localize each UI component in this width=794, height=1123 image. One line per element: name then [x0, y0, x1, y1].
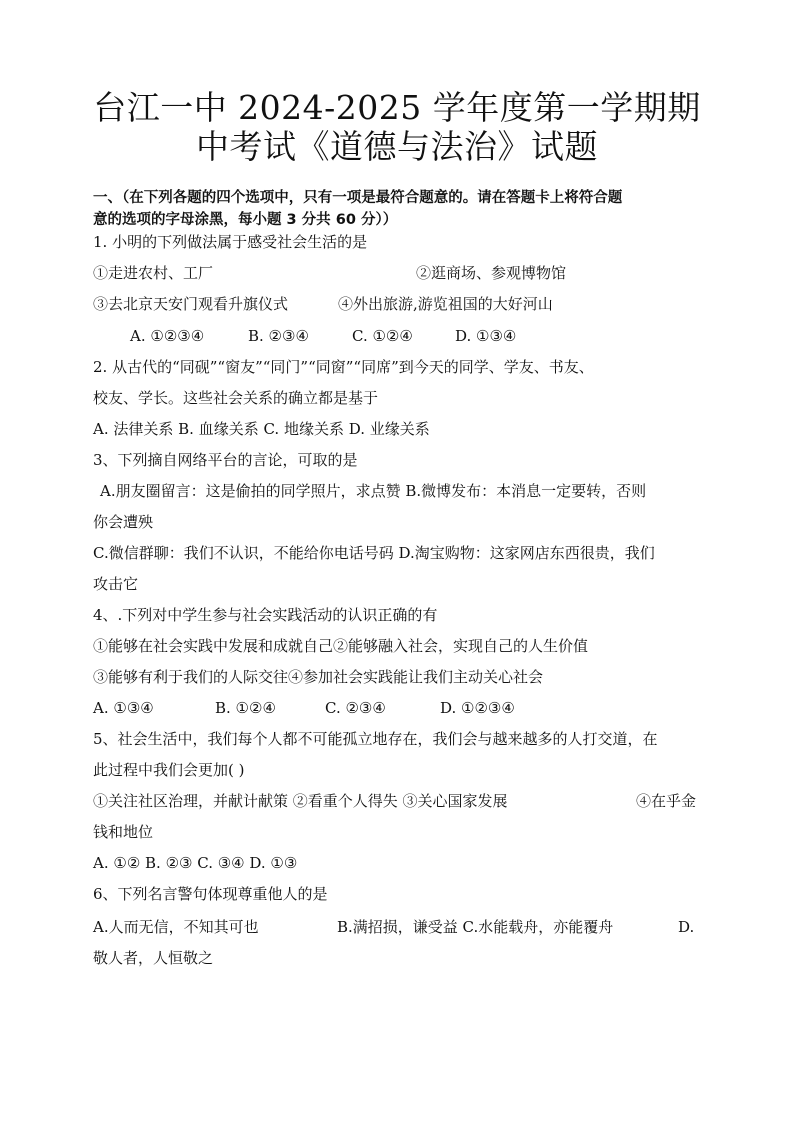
- q1-option-d: D. ①③④: [455, 327, 517, 345]
- q2-stem-line-1: 2. 从古代的“同砚”“窗友”“同门”“同窗”“同席”到今天的同学、学友、书友、: [93, 358, 594, 376]
- q2-stem-line-2: 校友、学长。这些社会关系的确立都是基于: [93, 389, 379, 407]
- section-instruction-line-1: 一、（在下列各题的四个选项中，只有一项是最符合题意的。请在答题卡上将符合题: [93, 190, 623, 206]
- q4-stem: 4、.下列对中学生参与社会实践活动的认识正确的有: [93, 606, 438, 624]
- exam-title-line-1: 台江一中 2024-2025 学年度第一学期期: [93, 88, 701, 127]
- q3-stem: 3、下列摘自网络平台的言论，可取的是: [93, 451, 358, 469]
- q1-item-4: ④外出旅游,游览祖国的大好河山: [338, 295, 553, 313]
- q4-option-d: D. ①②③④: [440, 699, 515, 717]
- section-instruction-line-2: 意的选项的字母涂黑，每小题 3 分共 60 分））: [93, 212, 398, 228]
- q4-items-line-1: ①能够在社会实践中发展和成就自己②能够融入社会，实现自己的人生价值: [93, 637, 589, 655]
- q1-option-b: B. ②③④: [248, 327, 309, 345]
- q5-item-4: ④在乎金: [636, 792, 697, 810]
- q3-options-line-4: 攻击它: [93, 575, 139, 593]
- exam-title-line-2: 中考试《道德与法治》试题: [196, 127, 598, 166]
- q4-items-line-2: ③能够有利于我们的人际交往④参加社会实践能让我们主动关心社会: [93, 668, 544, 686]
- q5-items-line-1: ①关注社区治理，并献计献策 ②看重个人得失 ③关心国家发展: [93, 792, 508, 810]
- q4-option-b: B. ①②④: [215, 699, 276, 717]
- q1-option-c: C. ①②④: [352, 327, 413, 345]
- q6-option-a: A.人而无信，不知其可也: [93, 918, 259, 936]
- q1-item-3: ③去北京天安门观看升旗仪式: [93, 295, 289, 313]
- q5-options: A. ①② B. ②③ C. ③④ D. ①③: [93, 854, 298, 872]
- q3-options-line-2: 你会遭殃: [93, 513, 154, 531]
- q5-stem-line-1: 5、社会生活中，我们每个人都不可能孤立地存在，我们会与越来越多的人打交道，在: [93, 730, 658, 748]
- q5-items-line-2: 钱和地位: [93, 823, 154, 841]
- q1-item-2: ②逛商场、参观博物馆: [416, 264, 567, 282]
- q3-options-line-1: A.朋友圈留言：这是偷拍的同学照片，求点赞 B.微博发布：本消息一定要转，否则: [100, 482, 647, 500]
- q1-option-a: A. ①②③④: [130, 327, 205, 345]
- q6-option-d-label: D.: [678, 918, 695, 936]
- q5-stem-line-2: 此过程中我们会更加( ): [93, 761, 245, 779]
- q2-options: A. 法律关系 B. 血缘关系 C. 地缘关系 D. 业缘关系: [93, 420, 430, 438]
- q1-item-1: ①走进农村、工厂: [93, 264, 214, 282]
- q6-option-d-text: 敬人者，人恒敬之: [93, 949, 214, 967]
- q3-options-line-3: C.微信群聊：我们不认识，不能给你电话号码 D.淘宝购物：这家网店东西很贵，我们: [93, 544, 655, 562]
- q6-option-b-c: B.满招损，谦受益 C.水能载舟，亦能覆舟: [337, 918, 614, 936]
- q1-stem: 1. 小明的下列做法属于感受社会生活的是: [93, 233, 368, 251]
- q4-option-a: A. ①③④: [93, 699, 154, 717]
- q6-stem: 6、下列名言警句体现尊重他人的是: [93, 885, 328, 903]
- q4-option-c: C. ②③④: [325, 699, 386, 717]
